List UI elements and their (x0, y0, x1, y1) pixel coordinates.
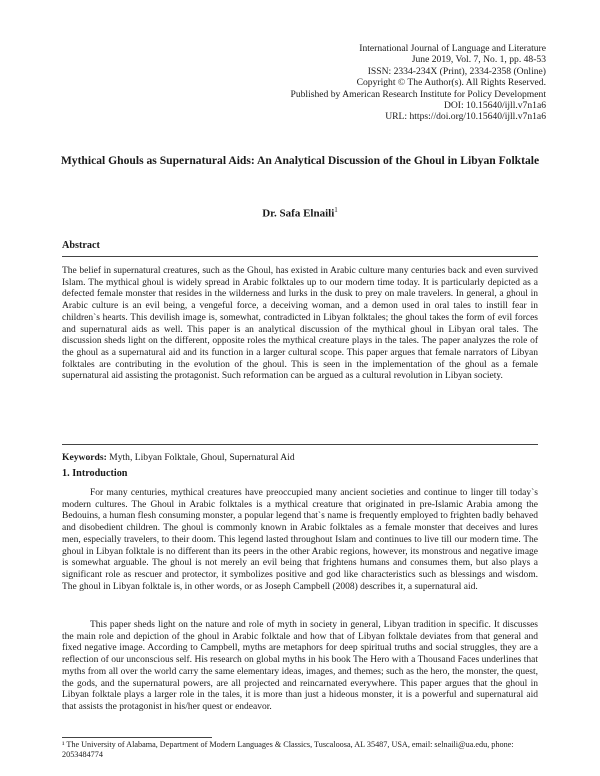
journal-name: International Journal of Language and Literature (359, 43, 546, 54)
abstract-top-rule (62, 256, 538, 257)
abstract-bottom-rule (62, 444, 538, 445)
keywords-text: Myth, Libyan Folktale, Ghoul, Supernatural Aid (109, 452, 295, 463)
doi-line: DOI: 10.15640/ijll.v7n1a6 (443, 100, 546, 112)
author-name: Dr. Safa Elnaili (262, 207, 335, 220)
journal-issue: June 2019, Vol. 7, No. 1, pp. 48-53 (411, 54, 546, 66)
introduction-paragraph-2: This paper sheds light on the nature and role of myth in society in general, Libyan tradition in specific. It discusses the main role and depiction of the ghoul in Arabic folktale and how that of Libyan folktale deviates from that general and fixed negative image. According to Campbell, myths are metaphors for deep spiritual truths and social struggles, they are a reflection of our unconscious self. His research on global myths in his book The Hero with a Thousand Faces underlines that myths from all over the world carry the same elementary ideas, images, and themes; such as the hero, the monster, the quest, the gods, and the supernatural powers, are all projected and reincarnated everywhere. This paper argues that the ghoul in Libyan folktale plays a larger role in the tales, it is more than just a hideous monster, it is a powerful and supernatural aid that assists the protagonist in his/her quest or endeavor. (62, 620, 538, 712)
journal-issn: ISSN: 2334-234X (Print), 2334-2358 (Online) (367, 65, 546, 77)
paper-title: Mythical Ghouls as Supernatural Aids: An Analytical Discussion of the Ghoul in Libyan Folktale (60, 154, 540, 167)
author-line (0, 206, 600, 220)
author-footnote-mark: 1 (334, 206, 338, 214)
introduction-heading: 1. Introduction (62, 468, 128, 479)
journal-masthead (290, 43, 546, 123)
publisher-line: Published by American Research Institute for Policy Development (290, 88, 546, 100)
copyright-notice: Copyright © The Author(s). All Rights Reserved. (356, 77, 546, 89)
footnote-rule (62, 737, 212, 738)
url-line[interactable]: URL: https://doi.org/10.15640/ijll.v7n1a6 (385, 111, 546, 123)
keywords-label: Keywords: (62, 452, 107, 463)
author-footnote: ¹ The University of Alabama, Department of Modern Languages & Classics, Tuscaloosa, AL 35487, USA, email: selnaili@ua.edu, phone: 2053484774 (62, 740, 514, 760)
introduction-paragraph-1: For many centuries, mythical creatures have preoccupied many ancient societies and continue to linger till today`s modern cultures. The Ghoul in Arabic folktales is a mythical creature that originated in pre-Islamic Arabia among the Bedouins, a human flesh consuming monster, a popular legend that`s name is frequently employed to frighten badly behaved and disobedient children. The ghoul is commonly known in Arabic folktales as a female monster that deceives and lures men, especially travelers, to their doom. This legend lasted throughout Islam and continues to live till our modern time. The ghoul in Libyan folktale is no different than its peers in the other Arabic regions, however, its monstrous and negative image is somewhat arguable. The ghoul is not merely an evil being that frightens humans and consumes them, but also plays a significant role as rescuer and protector, it symbolizes positive and god like characteristics such as blessings and wisdom. The ghoul in Libyan folktale is, in other words, or as Joseph Campbell (2008) describes it, a supernatural aid. (62, 488, 538, 592)
abstract-heading: Abstract (62, 240, 100, 251)
abstract-text: The belief in supernatural creatures, such as the Ghoul, has existed in Arabic culture many centuries back and even survived Islam. The mythical ghoul is widely spread in Arabic folktales up to our modern time today. It is particularly depicted as a defected female monster that resides in the wilderness and lurks in the dusk to prey on male travelers. In general, a ghoul in Arabic culture is an evil being, a vengeful force, a deceiving woman, and a demon used in oral tales to instill fear in children`s hearts. This devilish image is, somewhat, contradicted in Libyan folktales; the ghoul takes the form of evil forces and supernatural aids as well. This paper is an analytical discussion of the mythical ghoul in Libyan oral tales. The discussion sheds light on the different, opposite roles the mythical creature plays in the tales. The paper analyzes the role of the ghoul as a supernatural aid and its function in a larger cultural scope. This paper argues that female narrators of Libyan folktales are contributing in the evolution of the ghoul. This is seen in the implementation of the ghoul as a female supernatural aid assisting the protagonist. Such reformation can be argued as a cultural revolution in Libyan society. (62, 266, 538, 382)
keywords-line (62, 452, 538, 463)
